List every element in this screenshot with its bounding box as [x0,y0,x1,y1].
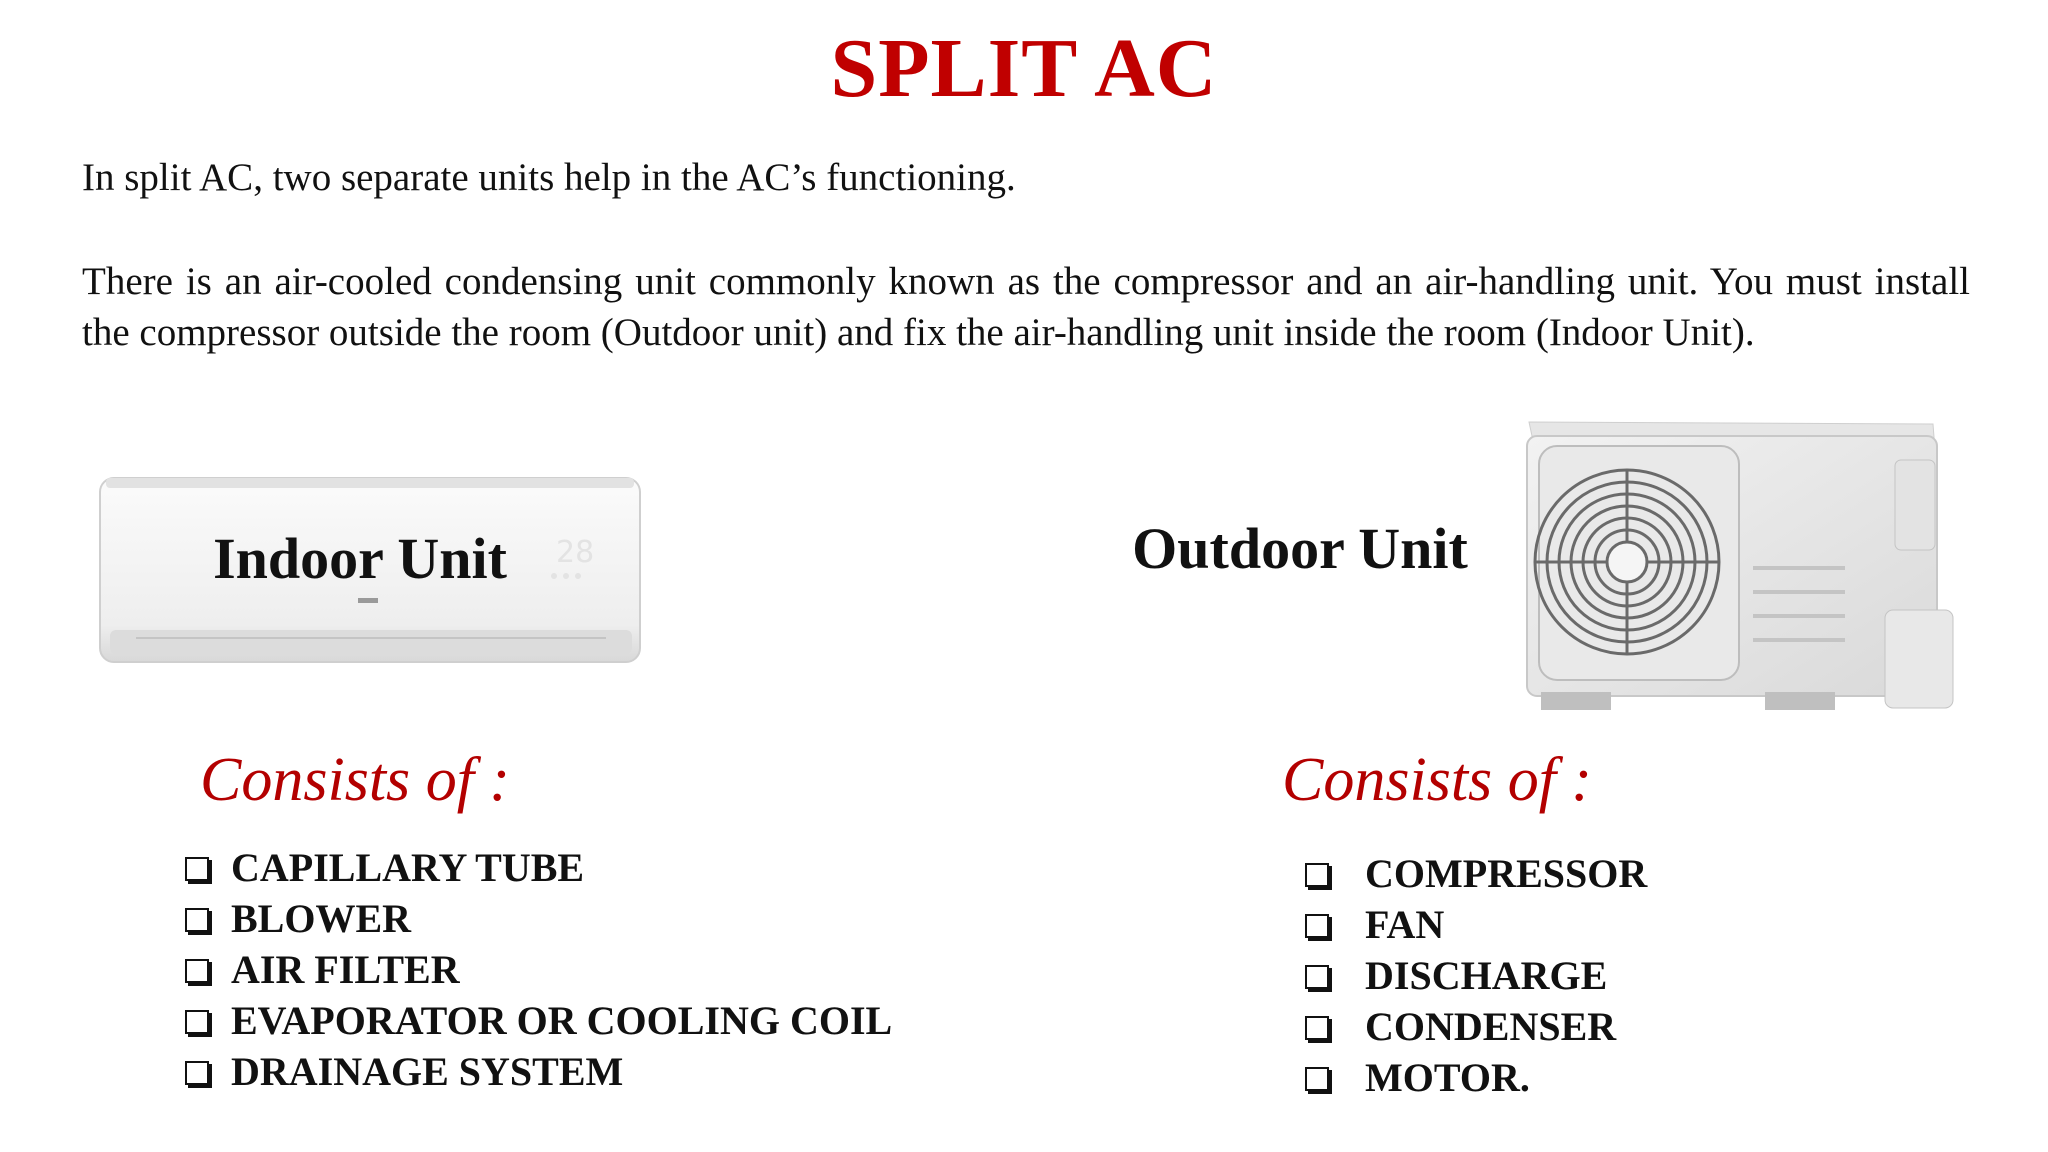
list-item: MOTOR. [1305,1052,1647,1103]
display-digits: 28 [556,535,595,570]
outdoor-components-list [1305,848,1647,1103]
list-item: DRAINAGE SYSTEM [185,1046,892,1097]
list-item: DISCHARGE [1305,950,1647,1001]
checkbox-icon [1305,863,1329,887]
indoor-consists-heading: Consists of : [200,746,511,814]
list-item: COMPRESSOR [1305,848,1647,899]
list-item: BLOWER [185,893,892,944]
list-item: AIR FILTER [185,944,892,995]
checkbox-icon [185,908,209,932]
indoor-components-list [185,842,892,1097]
page-title: SPLIT AC [830,22,1218,115]
list-item: CONDENSER [1305,1001,1647,1052]
outdoor-unit-label: Outdoor Unit [1132,516,1468,581]
checkbox-icon [185,1061,209,1085]
indoor-unit-label: Indoor Unit [213,526,507,591]
intro-paragraph: In split AC, two separate units help in the AC’s functioning. [82,156,1016,199]
description-paragraph: There is an air-cooled condensing unit commonly known as the compressor and an air-handling unit. You must install the compressor outside the room (Outdoor unit) and fix the air-handling unit inside the room (Indoor Unit). [82,260,1970,354]
list-item: EVAPORATOR OR COOLING COIL [185,995,892,1046]
outdoor-consists-heading: Consists of : [1282,746,1593,814]
list-item: FAN [1305,899,1647,950]
checkbox-icon [185,1010,209,1034]
outdoor-unit-image [1515,410,1965,725]
checkbox-icon [185,857,209,881]
checkbox-icon [185,959,209,983]
checkbox-icon [1305,1016,1329,1040]
list-item: CAPILLARY TUBE [185,842,892,893]
checkbox-icon [1305,914,1329,938]
checkbox-icon [1305,965,1329,989]
checkbox-icon [1305,1067,1329,1091]
